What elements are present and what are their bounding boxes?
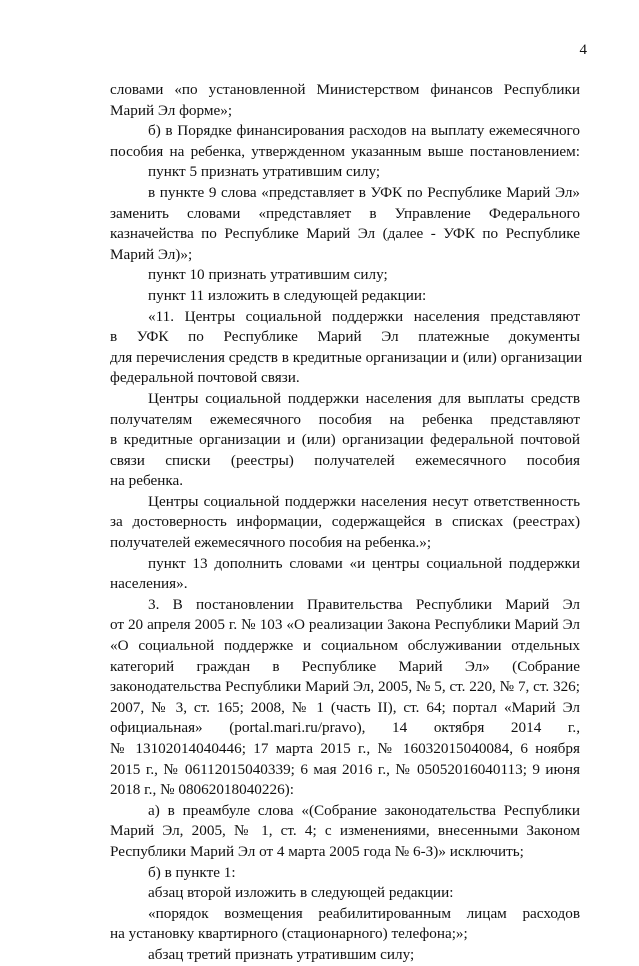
page-number: 4	[579, 42, 587, 58]
text-line: казначейства по Республике Марий Эл (далее - УФК по Республике	[110, 225, 580, 243]
text-line: получателям ежемесячного пособия на ребенка представляют	[110, 410, 580, 428]
text-line: от 20 апреля 2005 г. № 103 «О реализации Закона Республики Марий Эл	[110, 616, 580, 634]
text-line: Центры социальной поддержки населения для выплаты средств	[148, 389, 580, 407]
text-line: пункт 5 признать утратившим силу;	[148, 163, 381, 181]
text-line: на ребенка.	[110, 472, 184, 490]
text-line: пункт 10 признать утратившим силу;	[148, 266, 388, 284]
text-line: Марий Эл форме»;	[110, 101, 233, 119]
text-line: официальная» (portal.mari.ru/pravo), 14 октября 2014 г.,	[110, 719, 580, 737]
text-line: «11. Центры социальной поддержки населения представляют	[148, 307, 580, 325]
text-line: заменить словами «представляет в Управление Федерального	[110, 204, 580, 222]
text-line: словами «по установленной Министерством финансов Республики	[110, 81, 580, 98]
text-line: пункт 13 дополнить словами «и центры социальной поддержки	[148, 554, 580, 572]
text-line: а) в преамбуле слова «(Собрание законодательства Республики	[148, 801, 580, 819]
text-line: пособия на ребенка, утвержденном указанным выше постановлением:	[110, 142, 580, 160]
text-line: на установку квартирного (стационарного) телефона;»;	[110, 925, 468, 943]
text-line: б) в Порядке финансирования расходов на выплату ежемесячного	[148, 122, 580, 140]
text-line: № 13102014040446; 17 марта 2015 г., № 16032015040084, 6 ноября	[110, 740, 580, 757]
document-body	[110, 80, 583, 966]
text-line: Марий Эл, 2005, № 1, ст. 4; с изменениями, внесенными Законом	[110, 822, 580, 840]
text-line: категорий граждан в Республике Марий Эл» (Собрание	[110, 657, 580, 675]
text-line: населения».	[110, 575, 188, 593]
text-line: Республики Марий Эл от 4 марта 2005 года № 6-З)» исключить;	[110, 842, 524, 860]
text-line: за достоверность информации, содержащейся в списках (реестрах)	[110, 513, 580, 531]
text-line: абзац третий признать утратившим силу;	[148, 945, 415, 963]
text-line: 2018 г., № 08062018040226):	[110, 781, 294, 799]
text-line: в пункте 9 слова «представляет в УФК по Республике Марий Эл»	[148, 183, 580, 201]
text-line: Марий Эл)»;	[110, 245, 193, 263]
text-line: федеральной почтовой связи.	[110, 369, 300, 387]
text-line: для перечисления средств в кредитные организации и (или) организации	[110, 348, 583, 366]
text-line: абзац второй изложить в следующей редакции:	[148, 884, 454, 902]
text-line: связи списки (реестры) получателей ежемесячного пособия	[110, 451, 580, 469]
text-line: Центры социальной поддержки населения несут ответственность	[148, 492, 580, 510]
text-line: «порядок возмещения реабилитированным лицам расходов	[148, 904, 580, 922]
text-line: получателей ежемесячного пособия на ребенка.»;	[110, 534, 432, 552]
text-line: в кредитные организации и (или) организации федеральной почтовой	[110, 431, 580, 449]
text-line: «О социальной поддержке и социальном обслуживании отдельных	[110, 637, 580, 655]
text-line: 2015 г., № 06112015040339; 6 мая 2016 г., № 05052016040113; 9 июня	[110, 760, 580, 778]
text-line: б) в пункте 1:	[148, 863, 236, 881]
text-line: 3. В постановлении Правительства Республики Марий Эл	[148, 595, 580, 613]
text-line: законодательства Республики Марий Эл, 2005, № 5, ст. 220, № 7, ст. 326;	[110, 678, 580, 696]
text-line: пункт 11 изложить в следующей редакции:	[148, 286, 427, 304]
text-line: 2007, № 3, ст. 165; 2008, № 1 (часть II), ст. 64; портал «Марий Эл	[110, 698, 580, 716]
text-line: в УФК по Республике Марий Эл платежные документы	[110, 328, 580, 346]
